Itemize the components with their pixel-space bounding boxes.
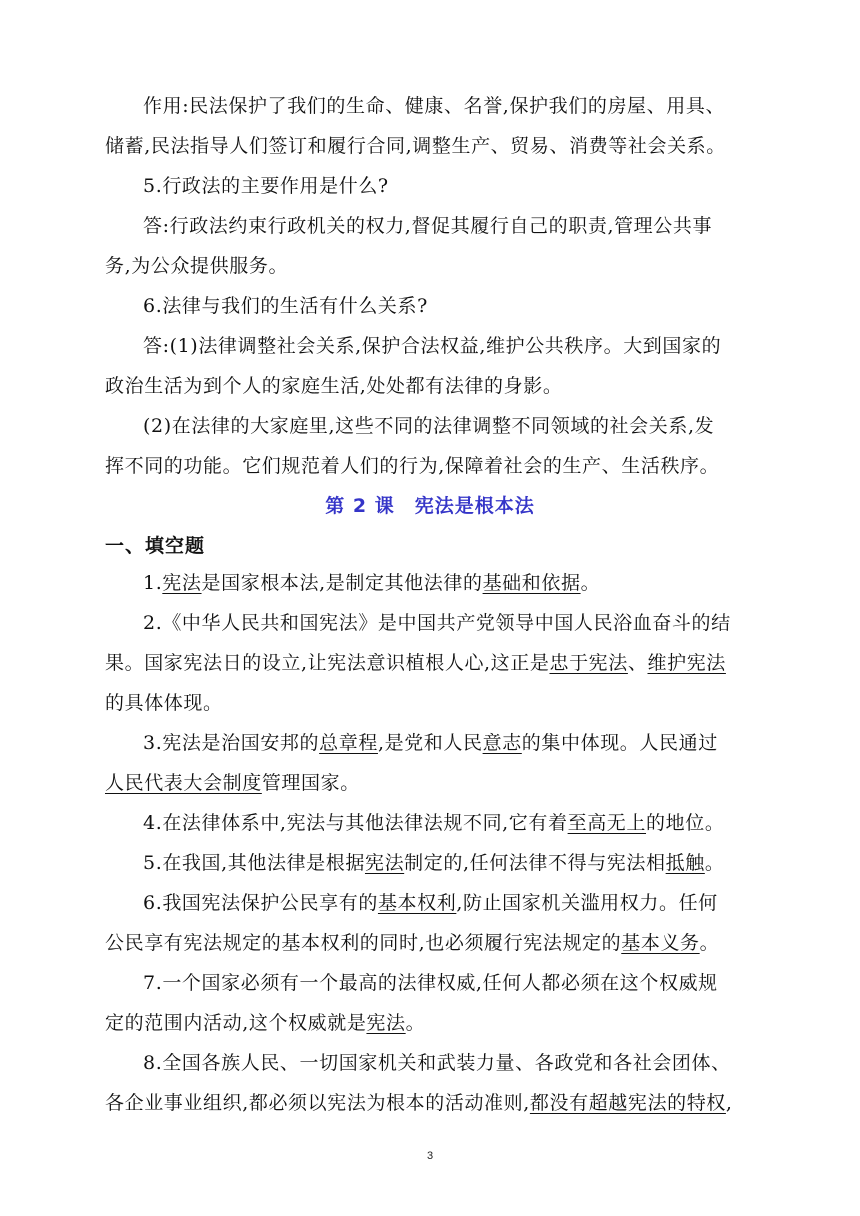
item-text: 。 bbox=[580, 572, 601, 594]
fill-item-8-line bbox=[105, 1090, 733, 1116]
item-text: 1. bbox=[143, 572, 163, 594]
item-text: 各企业事业组织,都必须以宪法为根本的活动准则, bbox=[105, 1092, 530, 1114]
blank-answer: 基础和依据 bbox=[482, 572, 581, 594]
fill-item-2: 2.《中华人民共和国宪法》是中国共产党领导中国人民浴血奋斗的结 bbox=[143, 612, 731, 634]
page-number: 3 bbox=[426, 1150, 434, 1162]
item-text: 。 bbox=[704, 852, 725, 874]
section-heading: 一、填空题 bbox=[105, 535, 206, 557]
fill-item-2-line: 的具体体现。 bbox=[105, 692, 223, 714]
blank-answer: 宪法 bbox=[162, 572, 202, 594]
item-text: 、 bbox=[627, 652, 648, 674]
blank-answer: 抵触 bbox=[665, 852, 705, 874]
item-text: 4.在法律体系中,宪法与其他法律法规不同,它有着 bbox=[143, 812, 568, 834]
blank-answer: 基本权利 bbox=[377, 892, 457, 914]
blank-answer: 至高无上 bbox=[567, 812, 647, 834]
paragraph-line: 储蓄,民法指导人们签订和履行合同,调整生产、贸易、消费等社会关系。 bbox=[105, 135, 726, 157]
answer-6-line: (2)在法律的大家庭里,这些不同的法律调整不同领域的社会关系,发 bbox=[143, 415, 715, 437]
fill-item-6-line bbox=[105, 930, 719, 956]
blank-answer: 总章程 bbox=[319, 732, 378, 754]
fill-item-5 bbox=[143, 850, 724, 876]
fill-item-1 bbox=[143, 570, 600, 596]
item-text: 公民享有宪法规定的基本权利的同时,也必须履行宪法规定的 bbox=[105, 932, 622, 954]
answer-6-line: 答:(1)法律调整社会关系,保护合法权益,维护公共秩序。大到国家的 bbox=[143, 335, 722, 357]
fill-item-8: 8.全国各族人民、一切国家机关和武装力量、各政党和各社会团体、 bbox=[143, 1052, 731, 1074]
item-text: 5.在我国,其他法律是根据 bbox=[143, 852, 365, 874]
item-text: 制定的,任何法律不得与宪法相 bbox=[404, 852, 666, 874]
fill-item-3-line bbox=[105, 770, 360, 796]
fill-item-2-line bbox=[105, 650, 726, 676]
item-text: 的集中体现。人民通过 bbox=[521, 732, 718, 754]
question-6: 6.法律与我们的生活有什么关系? bbox=[143, 295, 428, 317]
item-text: 管理国家。 bbox=[261, 772, 360, 794]
paragraph-line: 作用:民法保护了我们的生命、健康、名誉,保护我们的房屋、用具、 bbox=[143, 95, 726, 117]
item-text: 6.我国宪法保护公民享有的 bbox=[143, 892, 378, 914]
item-text: 果。国家宪法日的设立,让宪法意识植根人心,这正是 bbox=[105, 652, 550, 674]
item-text: 。 bbox=[405, 1012, 426, 1034]
item-text: 的地位。 bbox=[646, 812, 725, 834]
blank-answer: 都没有超越宪法的特权 bbox=[529, 1092, 726, 1114]
item-text: 3.宪法是治国安邦的 bbox=[143, 732, 320, 754]
answer-5-line: 答:行政法约束行政机关的权力,督促其履行自己的职责,管理公共事 bbox=[143, 215, 713, 237]
blank-answer: 维护宪法 bbox=[647, 652, 726, 674]
blank-answer: 宪法 bbox=[366, 1012, 406, 1034]
item-text: 是国家根本法,是制定其他法律的 bbox=[201, 572, 483, 594]
fill-item-6 bbox=[143, 890, 718, 916]
item-text: ,是党和人民 bbox=[377, 732, 483, 754]
blank-answer: 基本义务 bbox=[621, 932, 700, 954]
fill-item-3 bbox=[143, 730, 718, 756]
blank-answer: 宪法 bbox=[364, 852, 405, 874]
fill-item-7: 7.一个国家必须有一个最高的法律权威,任何人都必须在这个权威规 bbox=[143, 972, 718, 994]
answer-6-line: 挥不同的功能。它们规范着人们的行为,保障着社会的生产、生活秩序。 bbox=[105, 455, 720, 477]
lesson-title: 第 2 课 宪法是根本法 bbox=[325, 495, 535, 517]
item-text: ,防止国家机关滥用权力。任何 bbox=[456, 892, 718, 914]
item-text: 。 bbox=[699, 932, 720, 954]
answer-6-line: 政治生活为到个人的家庭生活,处处都有法律的身影。 bbox=[105, 375, 563, 397]
question-5: 5.行政法的主要作用是什么? bbox=[143, 175, 389, 197]
fill-item-7-line bbox=[105, 1010, 425, 1036]
blank-answer: 忠于宪法 bbox=[549, 652, 628, 674]
fill-item-4 bbox=[143, 810, 724, 836]
item-text: 定的范围内活动,这个权威就是 bbox=[105, 1012, 367, 1034]
answer-5-line: 务,为公众提供服务。 bbox=[105, 255, 289, 277]
blank-answer: 意志 bbox=[482, 732, 522, 754]
item-text: , bbox=[725, 1092, 733, 1114]
blank-answer: 人民代表大会制度 bbox=[105, 772, 262, 794]
